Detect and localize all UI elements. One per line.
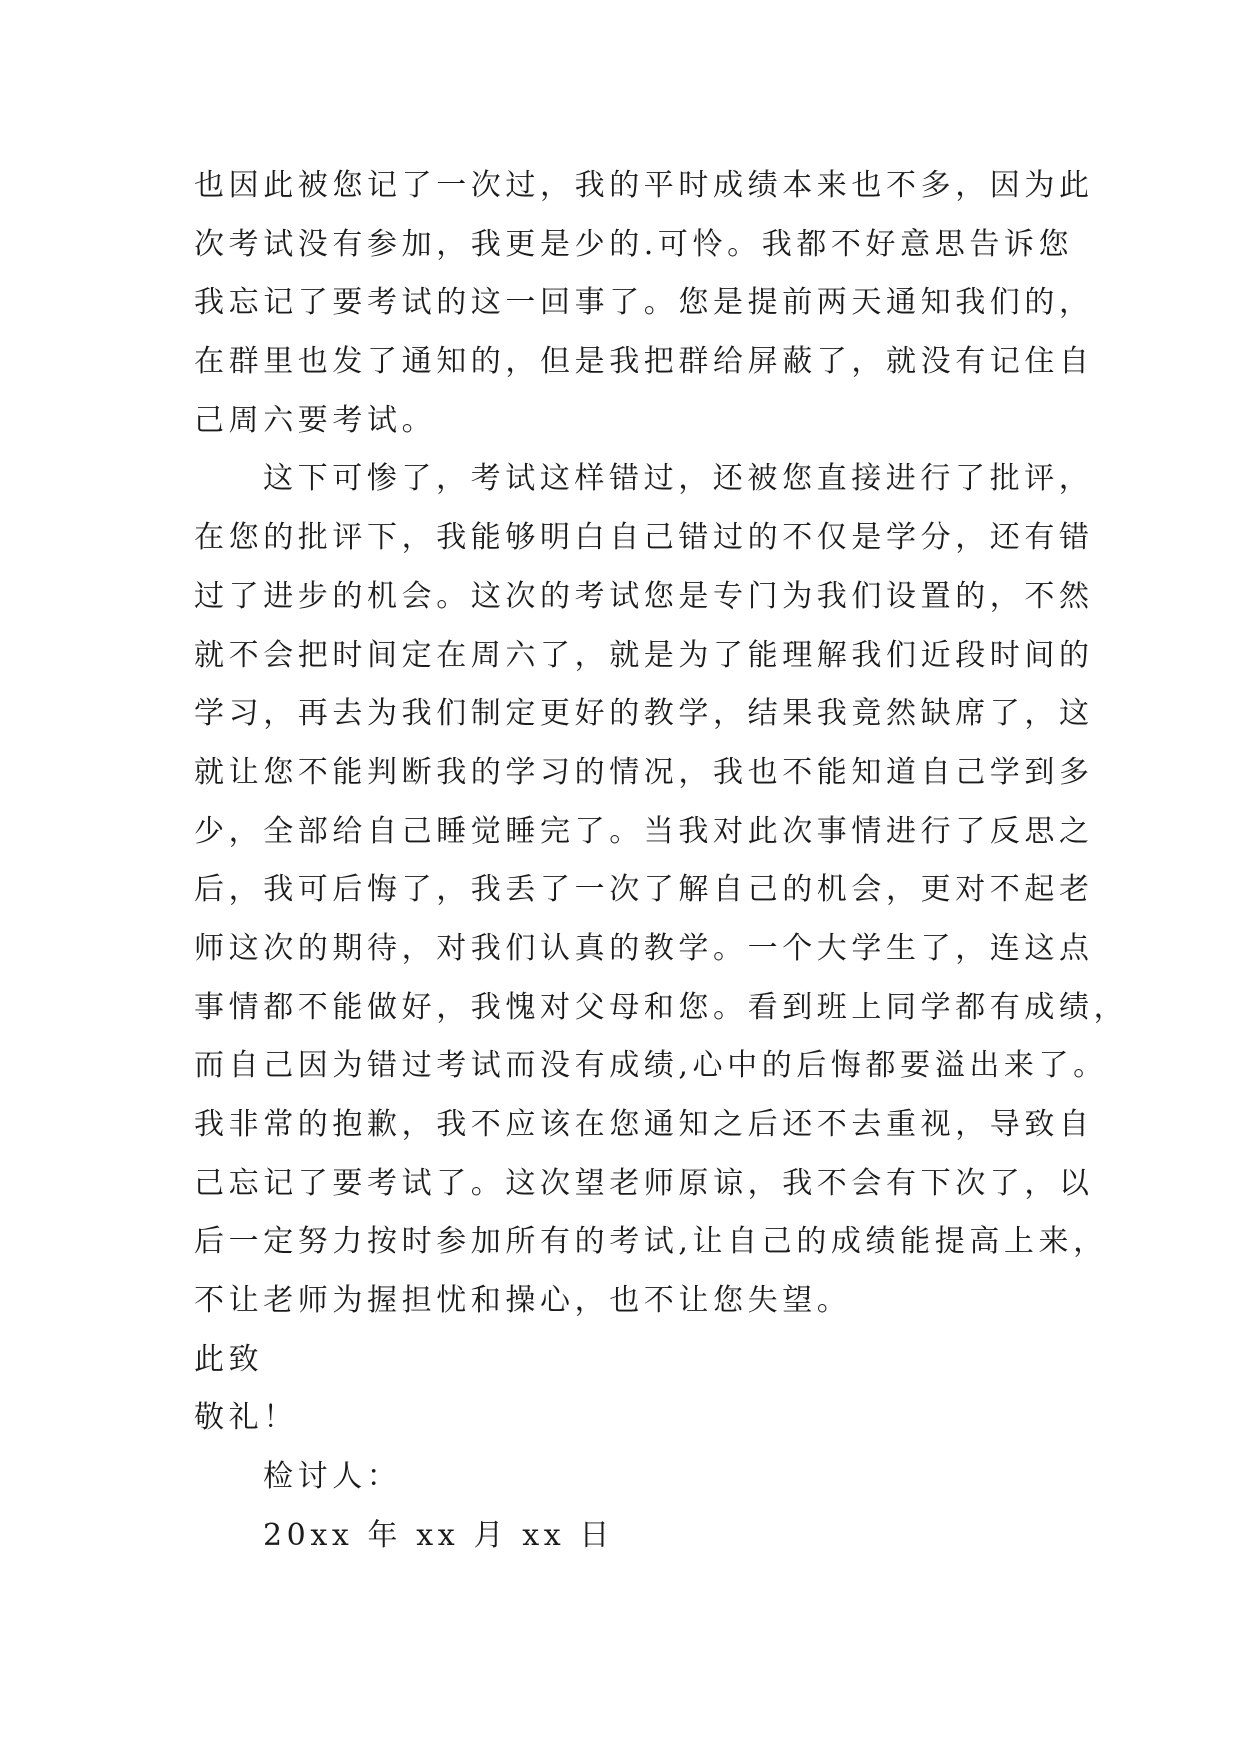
body-line: 而自己因为错过考试而没有成绩,心中的后悔都要溢出来了。 [194,1048,1108,1084]
body-line: 次考试没有参加，我更是少的.可怜。我都不好意思告诉您 [194,226,1074,262]
body-line: 事情都不能做好，我愧对父母和您。看到班上同学都有成绩， [194,989,1129,1025]
body-line: 我非常的抱歉，我不应该在您通知之后还不去重视，导致自 [194,1107,1094,1142]
body-line: 学习，再去为我们制定更好的教学，结果我竟然缺席了，这 [194,696,1094,732]
body-line: 我忘记了要考试的这一回事了。您是提前两天通知我们的， [194,285,1094,321]
body-line: 后，我可后悔了，我丢了一次了解自己的机会，更对不起老 [194,872,1094,908]
body-line: 就让您不能判断我的学习的情况，我也不能知道自己学到多 [194,754,1094,790]
body-line: 少，全部给自己睡觉睡完了。当我对此次事情进行了反思之 [194,813,1094,849]
letter-body [194,157,1154,1566]
date-line: 20xx 年 xx 月 xx 日 [263,1517,614,1553]
body-line: 就不会把时间定在周六了，就是为了能理解我们近段时间的 [194,637,1094,673]
body-line: 己忘记了要考试了。这次望老师原谅，我不会有下次了，以 [194,1165,1094,1201]
closing-phrase: 此致 [194,1341,264,1377]
body-line-paragraph-start: 这下可惨了，考试这样错过，还被您直接进行了批评， [263,461,1094,497]
signature-label: 检讨人： [263,1459,402,1495]
body-line: 不让老师为握担忧和操心，也不让您失望。 [194,1283,852,1319]
body-line: 后一定努力按时参加所有的考试,让自己的成绩能提高上来， [194,1224,1108,1260]
body-line: 己周六要考试。 [194,402,437,438]
body-line: 也因此被您记了一次过，我的平时成绩本来也不多，因为此 [194,168,1094,203]
body-line: 在您的批评下，我能够明白自己错过的不仅是学分，还有错 [194,520,1094,556]
salutation: 敬礼！ [194,1400,298,1436]
body-line: 过了进步的机会。这次的考试您是专门为我们设置的，不然 [194,578,1094,614]
body-line: 在群里也发了通知的，但是我把群给屏蔽了，就没有记住自 [194,344,1094,380]
body-line: 师这次的期待，对我们认真的教学。一个大学生了，连这点 [194,930,1094,966]
